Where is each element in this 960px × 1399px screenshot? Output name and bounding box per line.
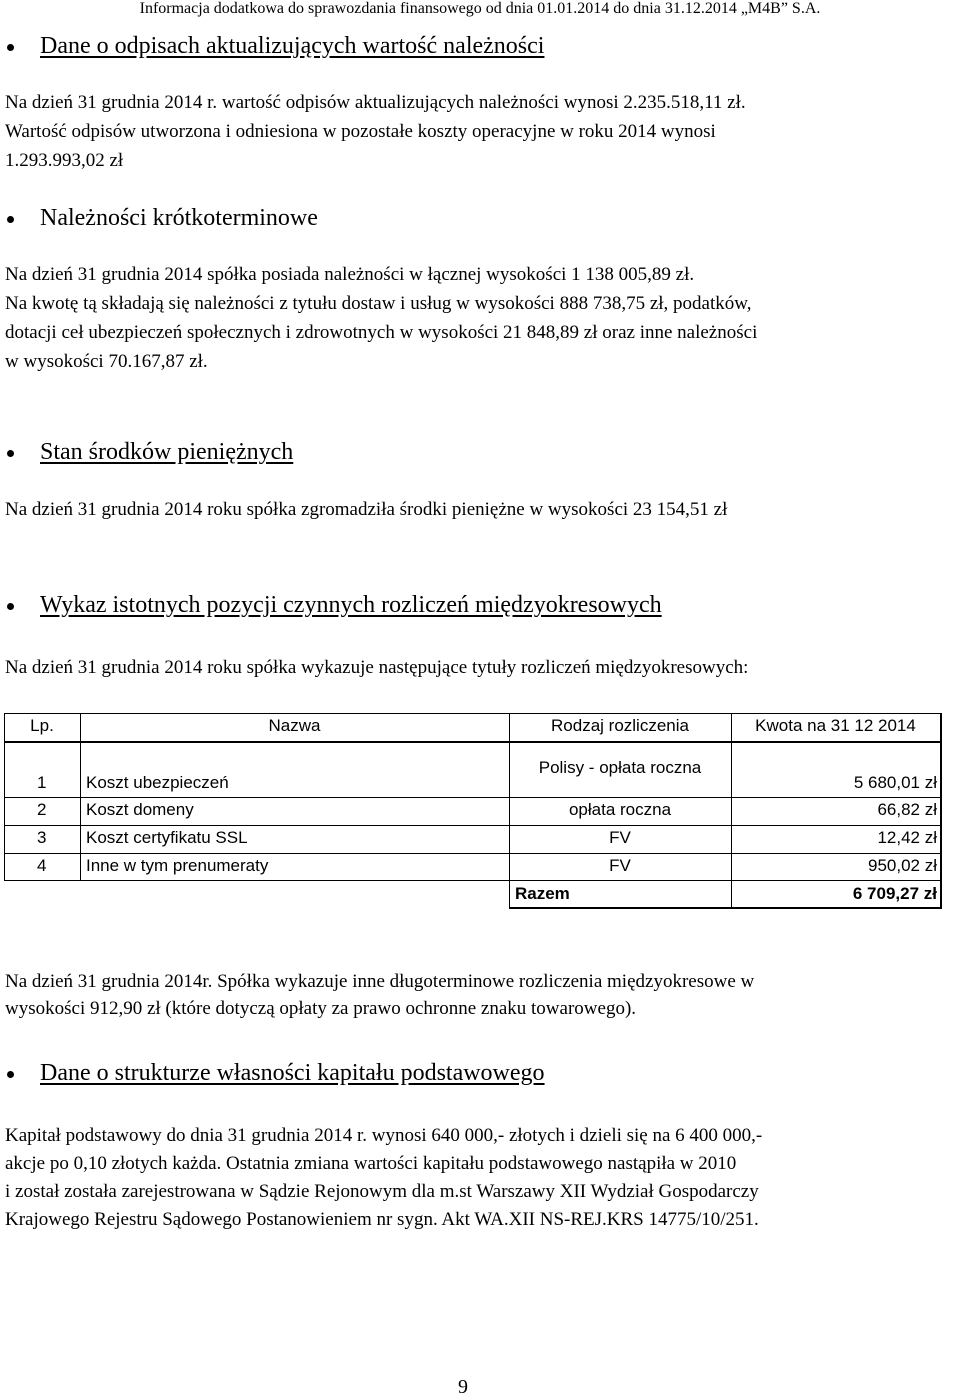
table-cell-rodzaj: Polisy - opłata roczna <box>538 758 702 777</box>
table-cell-lp: 3 <box>37 828 47 847</box>
table-cell-nazwa: Koszt certyfikatu SSL <box>86 828 248 847</box>
table-cell-lp: 2 <box>37 800 47 819</box>
section-heading-srodki: Stan środków pieniężnych <box>40 439 294 465</box>
paragraph-rozliczenia <box>5 653 960 682</box>
table-total-label: Razem <box>515 884 570 903</box>
bullet-icon <box>7 450 14 457</box>
table-cell-nazwa: Koszt domeny <box>86 800 194 819</box>
table-cell-lp: 4 <box>37 856 47 875</box>
paragraph-line: dotacji ceł ubezpieczeń społecznych i zdrowotnych w wysokości 21 848,89 zł oraz inne należności <box>5 322 758 343</box>
paragraph-kapital <box>5 1122 960 1234</box>
paragraph-line: Na dzień 31 grudnia 2014 spółka posiada należności w łącznej wysokości 1 138 005,89 zł. <box>5 264 695 285</box>
column-header-nazwa: Nazwa <box>268 716 321 735</box>
section-heading-naleznosci: Należności krótkoterminowe <box>40 205 318 231</box>
table-cell-kwota: 66,82 zł <box>877 800 937 819</box>
paragraph-line: Krajowego Rejestru Sądowego Postanowieniem nr sygn. Akt WA.XII NS-REJ.KRS 14775/10/251. <box>5 1209 759 1230</box>
table-cell-nazwa: Koszt ubezpieczeń <box>86 773 229 792</box>
column-header-kwota: Kwota na 31 12 2014 <box>755 716 916 735</box>
page-number: 9 <box>458 1376 468 1398</box>
paragraph-line: i został została zarejestrowana w Sądzie Rejonowym dla m.st Warszawy XII Wydział Gospodarczy <box>5 1181 759 1202</box>
paragraph-naleznosci <box>5 260 960 376</box>
bullet-icon <box>7 216 14 223</box>
paragraph-line: Na dzień 31 grudnia 2014 roku spółka wykazuje następujące tytuły rozliczeń międzyokresowych: <box>5 657 749 678</box>
paragraph-line: akcje po 0,10 złotych każda. Ostatnia zmiana wartości kapitału podstawowego nastąpiła w 2010 <box>5 1153 737 1174</box>
table-total-value: 6 709,27 zł <box>852 884 937 903</box>
section-heading-rozliczenia: Wykaz istotnych pozycji czynnych rozliczeń międzyokresowych <box>40 592 662 618</box>
paragraph-line: Na dzień 31 grudnia 2014 roku spółka zgromadziła środki pieniężne w wysokości 23 154,51 zł <box>5 499 728 520</box>
table-cell-rodzaj: FV <box>609 828 631 847</box>
paragraph-odpisy <box>5 88 960 175</box>
table-cell-lp: 1 <box>37 773 47 792</box>
bullet-icon <box>7 44 14 51</box>
column-header-lp: Lp. <box>30 716 54 735</box>
paragraph-line: Wartość odpisów utworzona i odniesiona w pozostałe koszty operacyjne w roku 2014 wynosi <box>5 121 716 142</box>
paragraph-dlugoterminowe <box>5 968 960 1022</box>
table-cell-rodzaj: opłata roczna <box>568 800 672 819</box>
paragraph-line: Na dzień 31 grudnia 2014r. Spółka wykazuje inne długoterminowe rozliczenia międzyokresowe w <box>5 971 755 992</box>
section-heading-kapital: Dane o strukturze własności kapitału podstawowego <box>40 1060 545 1086</box>
document-header: Informacja dodatkowa do sprawozdania finansowego od dnia 01.01.2014 do dnia 31.12.2014 „M4B” S.A. <box>139 0 821 17</box>
paragraph-line: Na dzień 31 grudnia 2014 r. wartość odpisów aktualizujących należności wynosi 2.235.518,11 zł. <box>5 92 746 113</box>
section-heading-odpisy: Dane o odpisach aktualizujących wartość należności <box>40 33 545 59</box>
bullet-icon <box>7 1071 14 1078</box>
paragraph-line: w wysokości 70.167,87 zł. <box>5 351 208 372</box>
column-header-rodzaj: Rodzaj rozliczenia <box>551 716 689 735</box>
paragraph-srodki <box>5 495 960 524</box>
table-cell-kwota: 950,02 zł <box>868 856 937 875</box>
table-cell-nazwa: Inne w tym prenumeraty <box>86 856 269 875</box>
table-cell-rodzaj: FV <box>609 856 631 875</box>
paragraph-line: 1.293.993,02 zł <box>5 150 124 171</box>
paragraph-line: wysokości 912,90 zł (które dotyczą opłaty za prawo ochronne znaku towarowego). <box>5 998 637 1019</box>
paragraph-line: Kapitał podstawowy do dnia 31 grudnia 2014 r. wynosi 640 000,- złotych i dzieli się na 6 400 000,- <box>5 1125 763 1146</box>
table-cell-kwota: 5 680,01 zł <box>853 773 937 792</box>
table-cell-kwota: 12,42 zł <box>877 828 937 847</box>
paragraph-line: Na kwotę tą składają się należności z tytułu dostaw i usług w wysokości 888 738,75 zł, podatków, <box>5 293 752 314</box>
bullet-icon <box>7 603 14 610</box>
